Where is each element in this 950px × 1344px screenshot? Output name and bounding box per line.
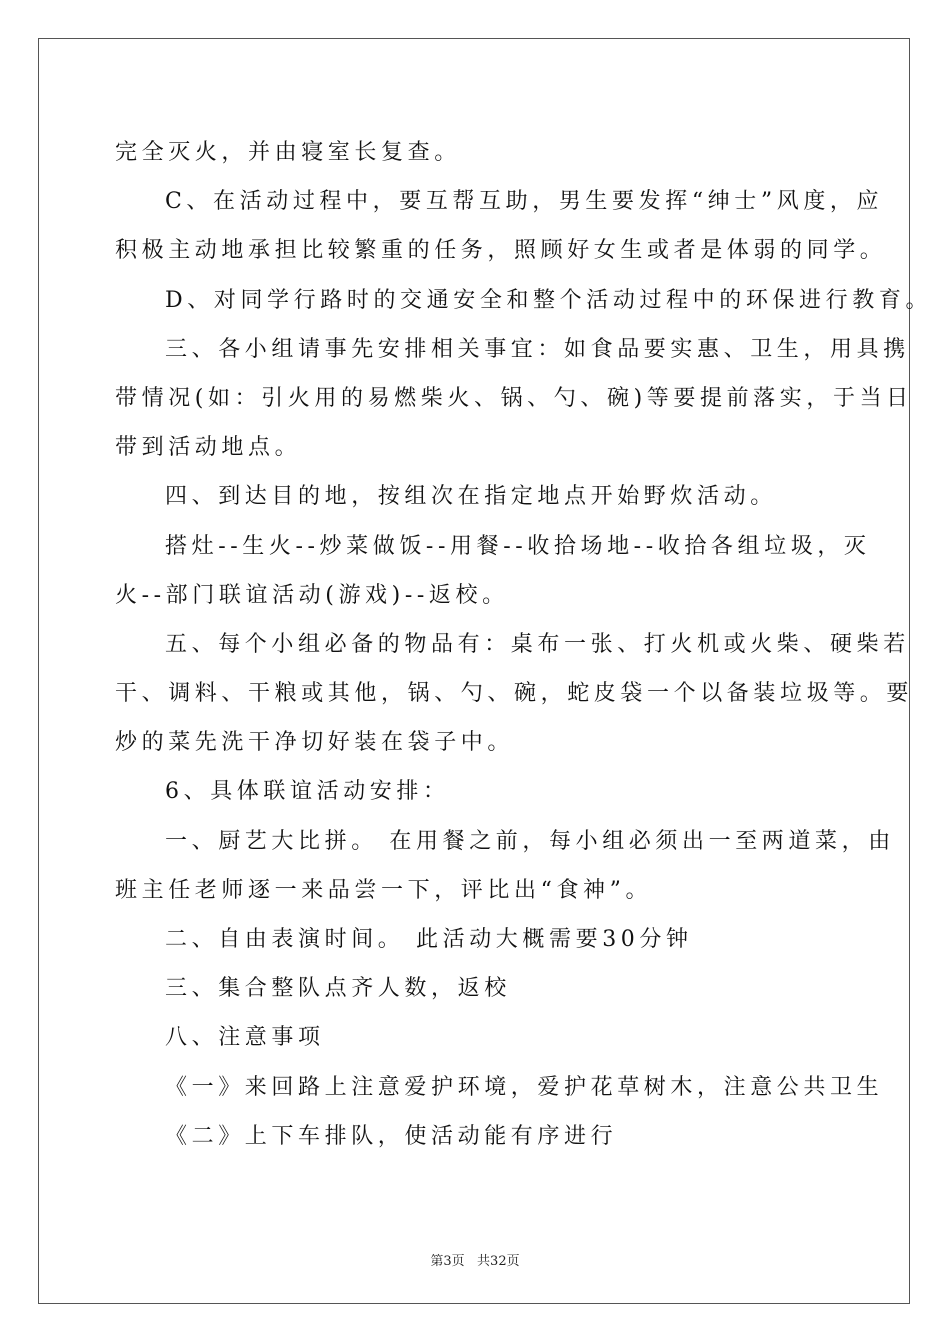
text-line: 搭灶--生火--炒菜做饭--用餐--收拾场地--收拾各组垃圾，灭: [165, 533, 871, 559]
text-line: 炒的菜先洗干净切好装在袋子中。: [115, 730, 515, 756]
text-line: 三、各小组请事先安排相关事宜：如食品要实惠、卫生，用具携: [165, 336, 910, 362]
document-body: [115, 128, 933, 1161]
text-line: 火--部门联谊活动(游戏)--返校。: [115, 582, 509, 608]
text-line: 《二》上下车排队，使活动能有序进行: [165, 1123, 618, 1149]
text-line: 五、每个小组必备的物品有：桌布一张、打火机或火柴、硬柴若: [165, 631, 910, 657]
text-line: D、对同学行路时的交通安全和整个活动过程中的环保进行教育。: [165, 287, 933, 313]
text-line: C、在活动过程中，要互帮互助，男生要发挥“绅士”风度，应: [165, 189, 884, 215]
text-line: 一、厨艺大比拼。 在用餐之前，每小组必须出一至两道菜，由: [165, 828, 895, 854]
text-line: 班主任老师逐一来品尝一下，评比出“食神”。: [115, 877, 653, 903]
text-line: 积极主动地承担比较繁重的任务，照顾好女生或者是体弱的同学。: [115, 238, 887, 264]
text-line: 四、到达目的地，按组次在指定地点开始野炊活动。: [165, 484, 777, 510]
page-footer: 第3页 共32页: [430, 1254, 520, 1269]
text-line: 八、注意事项: [165, 1025, 325, 1051]
text-line: 6、具体联谊活动安排：: [165, 779, 450, 805]
text-line: 《一》来回路上注意爱护环境，爱护花草树木，注意公共卫生: [165, 1074, 884, 1100]
text-line: 二、自由表演时间。 此活动大概需要30分钟: [165, 927, 693, 952]
text-line: 带到活动地点。: [115, 435, 302, 461]
text-line: 完全灭火，并由寝室长复查。: [115, 140, 461, 165]
text-line: 干、调料、干粮或其他，锅、勺、碗，蛇皮袋一个以备装垃圾等。要: [115, 681, 914, 707]
text-line: 三、集合整队点齐人数，返校: [165, 976, 511, 1002]
text-line: 带情况(如：引火用的易燃柴火、锅、勺、碗)等要提前落实，于当日: [115, 385, 913, 411]
